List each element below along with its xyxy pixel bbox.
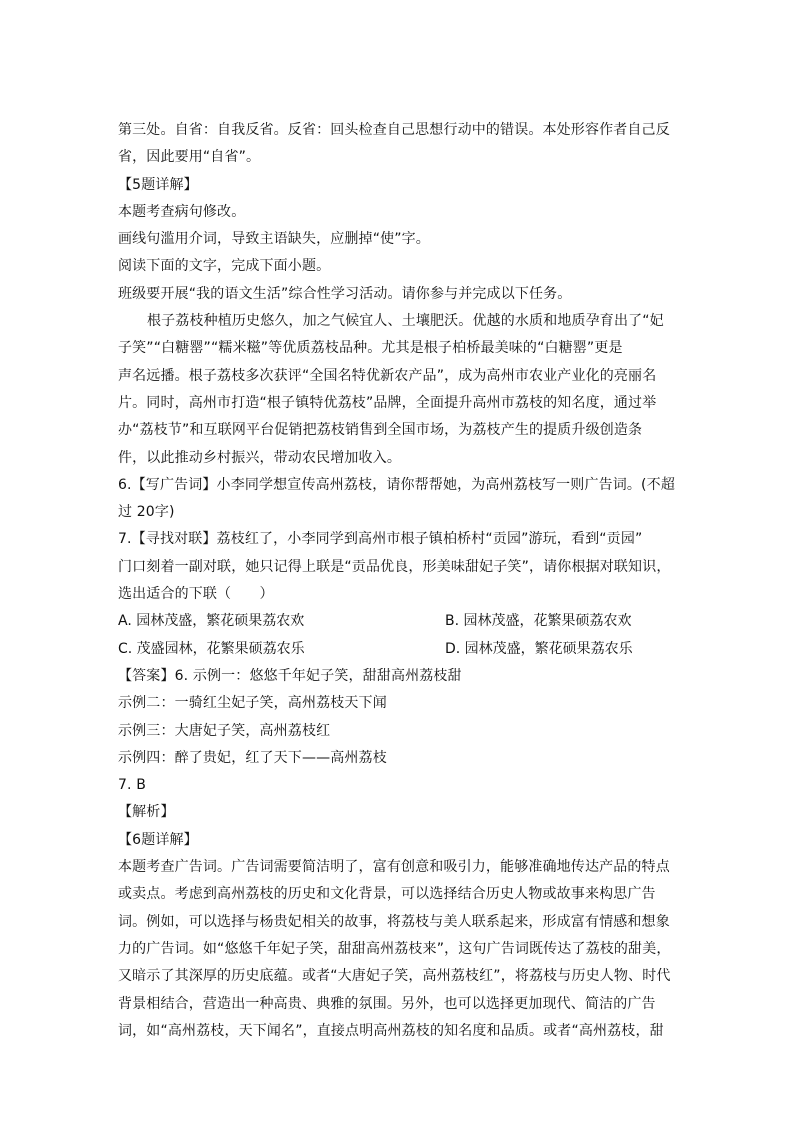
answer-line: 7. B bbox=[118, 777, 147, 794]
option-b: B. 园林茂盛，花繁果硕荔农欢 bbox=[445, 613, 632, 630]
explanation-line: 本题考查广告词。广告词需要简洁明了，富有创意和吸引力，能够准确地传达产品的特点 bbox=[118, 859, 670, 876]
answer-line: 示例二：一骑红尘妃子笑，高州荔枝天下闻 bbox=[118, 695, 387, 712]
text-line: 第三处。自省：自我反省。反省：回头检查自己思想行动中的错误。本处形容作者自己反 bbox=[118, 122, 670, 138]
question-6-cont: 过 20字) bbox=[118, 504, 175, 521]
passage-line: 根子荔枝种植历史悠久，加之气候宜人、土壤肥沃。优越的水质和地质孕育出了“妃 bbox=[147, 313, 664, 330]
explanation-line: 词，如“高州荔枝，天下闻名”，直接点明高州荔枝的知名度和品质。或者“高州荔枝，甜 bbox=[118, 1022, 664, 1039]
answer-line: 示例三：大唐妃子笑，高州荔枝红 bbox=[118, 722, 331, 739]
section-heading: 【5题详解】 bbox=[118, 176, 198, 193]
passage-line: 件，以此推动乡村振兴，带动农民增加收入。 bbox=[118, 449, 401, 466]
explanation-line: 或卖点。考虑到高州荔枝的历史和文化背景，可以选择结合历史人物或故事来构思广告 bbox=[118, 886, 656, 903]
question-7: 7.【寻找对联】荔枝红了，小李同学到高州市根子镇柏桥村“贡园”游玩，看到“贡园” bbox=[118, 531, 643, 548]
passage-line: 片。同时，高州市打造“根子镇特优荔枝”品牌，全面提升高州市荔枝的知名度，通过举 bbox=[118, 394, 657, 411]
options-row bbox=[118, 608, 682, 635]
explanation-line: 背景相结合，营造出一种高贵、典雅的氛围。另外，也可以选择更加现代、简洁的广告 bbox=[118, 995, 656, 1012]
option-d: D. 园林茂盛，繁花硕果荔农乐 bbox=[445, 640, 633, 657]
section-heading: 【解析】 bbox=[118, 804, 175, 821]
explanation-line: 又暗示了其深厚的历史底蕴。或者“大唐妃子笑，高州荔枝红”，将荔枝与历史人物、时代 bbox=[118, 968, 671, 985]
answer-line: 示例四：醉了贵妃，红了天下——高州荔枝 bbox=[118, 749, 387, 766]
section-heading: 【6题详解】 bbox=[118, 831, 198, 848]
text-line: 本题考查病句修改。 bbox=[118, 203, 246, 220]
passage-line: 声名远播。根子荔枝多次获评“全国名特优新农产品”，成为高州市农业产业化的亮丽名 bbox=[118, 367, 657, 384]
passage-line: 子笑”“白糖罂”“糯米糍”等优质荔枝品种。尤其是根子柏桥最美味的“白糖罂”更是 bbox=[118, 340, 623, 357]
answer-line: 【答案】6. 示例一：悠悠千年妃子笑，甜甜高州荔枝甜 bbox=[118, 667, 462, 684]
option-c: C. 茂盛园林，花繁果硕荔农乐 bbox=[118, 640, 305, 657]
text-line: 阅读下面的文字，完成下面小题。 bbox=[118, 258, 331, 275]
text-line: 省，因此要用“自省”。 bbox=[118, 149, 261, 166]
question-7-cont: 门口刻着一副对联，她只记得上联是“贡品优良，形美味甜妃子笑”，请你根据对联知识， bbox=[118, 558, 671, 575]
question-7-cont: 选出适合的下联（ ） bbox=[118, 586, 274, 603]
text-line: 班级要开展“我的语文生活”综合性学习活动。请你参与并完成以下任务。 bbox=[118, 285, 572, 302]
question-6: 6.【写广告词】小李同学想宣传高州荔枝，请你帮帮她，为高州荔枝写一则广告词。(不超 bbox=[118, 476, 675, 493]
explanation-line: 力的广告词。如“悠悠千年妃子笑，甜甜高州荔枝来”，这句广告词既传达了荔枝的甜美， bbox=[118, 940, 671, 957]
text-line: 画线句滥用介词，导致主语缺失，应删掉“使”字。 bbox=[118, 231, 430, 248]
options-row bbox=[118, 636, 682, 663]
explanation-line: 词。例如，可以选择与杨贵妃相关的故事，将荔枝与美人联系起来，形成富有情感和想象 bbox=[118, 913, 670, 930]
passage-line: 办“荔枝节”和互联网平台促销把荔枝销售到全国市场，为荔枝产生的提质升级创造条 bbox=[118, 422, 643, 439]
option-a: A. 园林茂盛，繁花硕果荔农欢 bbox=[118, 613, 305, 630]
